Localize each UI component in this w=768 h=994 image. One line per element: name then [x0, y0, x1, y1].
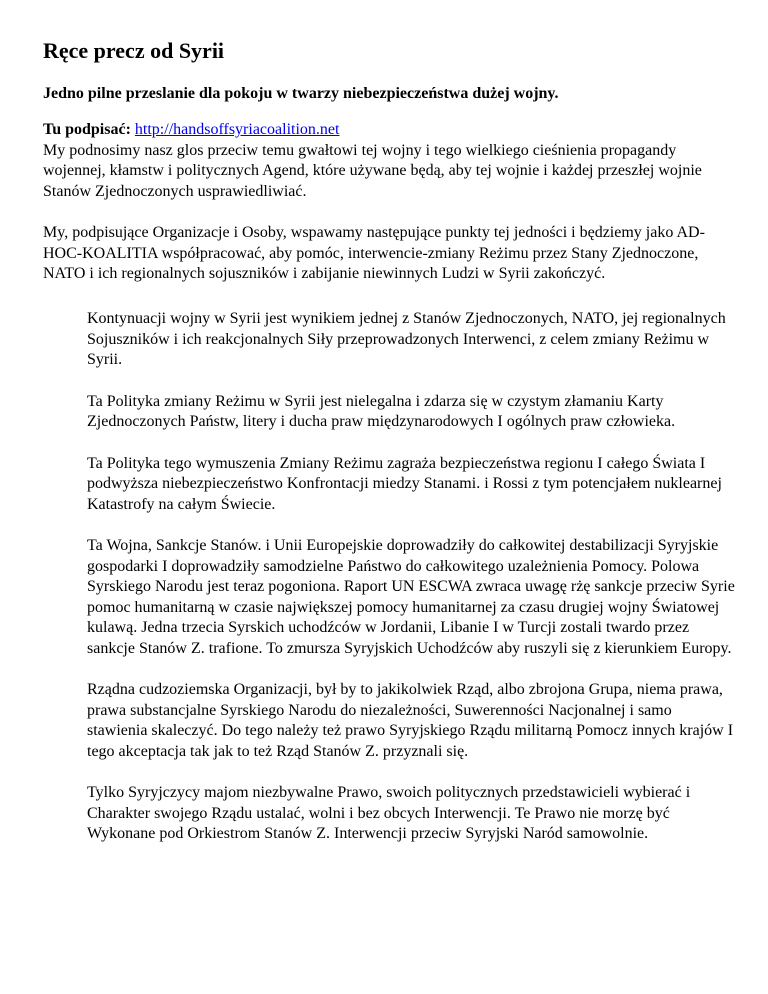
point-paragraph: Rządna cudzoziemska Organizacji, był by to jakikolwiek Rząd, albo zbrojona Grupa, niema prawa, prawa substancjalne Syrskiego Narodu do niezależności, Suwerenności Nacjonalnej i samo stawienia skaleczyć. Do tego należy też prawo Syryjskiego Rządu militarną Pomocz innych krajów I tego akceptacja tak jak to też Rząd Stanów Z. przyznali się. [87, 681, 734, 760]
subtitle: Jedno pilne przeslanie dla pokoju w twarzy niebezpieczeństwa dużej wojny. [43, 85, 559, 102]
sign-link[interactable]: http://handsoffsyriacoalition.net [134, 121, 340, 138]
point-paragraph: Tylko Syryjczycy majom niezbywalne Prawo, swoich politycznych przedstawicieli wybierać i Charakter swojego Rządu ustalać, wolni i bez obcych Interwencji. Te Prawo nie morzę być Wykonane pod Orkiestrom Stanów Z. Interwencji przeciw Syryjski Naród samowolnie. [87, 784, 691, 842]
page-title: Ręce precz od Syrii [43, 38, 225, 63]
declaration-paragraph: My, podpisujące Organizacje i Osoby, wspawamy następujące punkty tej jedności i będziemy jako AD-HOC-KOALITIA współpracować, aby pomóc, interwencie-zmiany Reżimu przez Stany Zjednoczone, NATO i ich regionalnych sojuszników i zabijanie niewinnych Ludzi w Syrii zakończyć. [43, 224, 705, 282]
intro-paragraph [43, 120, 733, 202]
point-paragraph: Ta Wojna, Sankcje Stanów. i Unii Europejskie doprowadziły do całkowitej destabilizacji Syryjskie gospodarki I doprowadziły samodzielne Państwo do całkowitego uzależnienia Pomocy. Polowa Syrskiego Narodu jest teraz pogoniona. Raport UN ESCWA zwraca uwagę rżę sankcje przeciw Syrie pomoc humanitarną w czasie największej pomocy humanitarnej za czasu drugiej wojny Światowej kulawą. Jedna trzecia Syrskich uchodźców w Jordanii, Libanie I w Turcji zostali twardo przez sankcje Stanów Z. trafione. To zmursza Syryjskich Uchodźców aby ruszyli się z kierunkiem Europy. [87, 537, 735, 657]
point-paragraph: Ta Polityka zmiany Reżimu w Syrii jest nielegalna i zdarza się w czystym złamaniu Karty Zjednoczonych Państw, litery i ducha praw międzynarodowych I ogólnych praw człowieka. [87, 392, 676, 430]
points-list [87, 309, 735, 866]
point-paragraph: Kontynuacji wojny w Syrii jest wynikiem jednej z Stanów Zjednoczonych, NATO, jej regionalnych Sojuszników i ich reakcjonalnych Siły przeprowadzonych Interwenci, z celem zmiany Reżimu w Syrii. [87, 310, 726, 368]
intro-text: My podnosimy nasz glos przeciw temu gwałtowi tej wojny i tego wielkiego cieśnienia propagandy wojennej, kłamstw i politycznych Agend, które używane będą, aby tej wojnie i każdej przeszłej wojnie Stanów Zjednoczonych usprawiedliwiać. [43, 141, 702, 200]
sign-label: Tu podpisać: [43, 121, 131, 138]
point-paragraph: Ta Polityka tego wymuszenia Zmiany Reżimu zagraża bezpieczeństwa regionu I całego Świata I podwyższa niebezpieczeństwo Konfrontacji miedzy Stanami. i Rossi z tym potencjałem nuklearnej Katastrofy na całym Świecie. [87, 454, 722, 513]
